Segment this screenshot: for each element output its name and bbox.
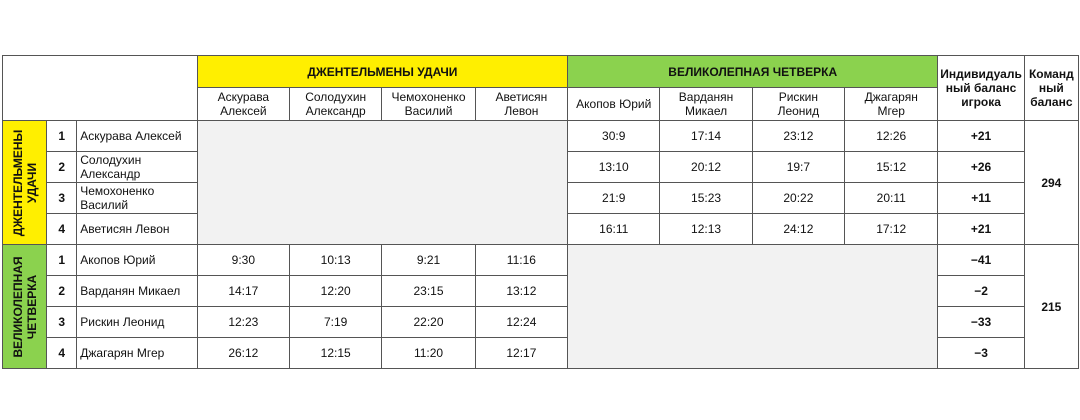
individual-balance: −33 xyxy=(938,307,1024,338)
score-cell: 9:21 xyxy=(382,245,475,276)
column-header: Джагарян Мгер xyxy=(845,88,938,121)
team-balance: 215 xyxy=(1024,245,1078,369)
empty-block xyxy=(197,121,567,245)
player-number: 1 xyxy=(47,245,77,276)
column-header: Рискин Леонид xyxy=(752,88,844,121)
individual-balance: +21 xyxy=(938,121,1024,152)
score-cell: 12:26 xyxy=(845,121,938,152)
corner-cell xyxy=(3,56,198,121)
column-header: Солодухин Александр xyxy=(290,88,382,121)
player-name: Солодухин Александр xyxy=(77,152,197,183)
player-number: 4 xyxy=(47,214,77,245)
score-cell: 12:15 xyxy=(290,338,382,369)
team-side-label-1: ДЖЕНТЕЛЬМЕНЫ УДАЧИ xyxy=(3,121,47,245)
score-cell: 26:12 xyxy=(197,338,289,369)
score-cell: 15:12 xyxy=(845,152,938,183)
score-cell: 22:20 xyxy=(382,307,475,338)
player-number: 3 xyxy=(47,307,77,338)
score-cell: 20:11 xyxy=(845,183,938,214)
score-cell: 20:22 xyxy=(752,183,844,214)
score-cell: 15:23 xyxy=(660,183,752,214)
score-cell: 12:23 xyxy=(197,307,289,338)
score-cell: 23:12 xyxy=(752,121,844,152)
team-side-label-2: ВЕЛИКОЛЕПНАЯ ЧЕТВЕРКА xyxy=(3,245,47,369)
table-row xyxy=(3,121,1079,152)
column-header: Варданян Микаел xyxy=(660,88,752,121)
team-balance-header: Команд ный баланс xyxy=(1024,56,1078,121)
score-cell: 21:9 xyxy=(568,183,660,214)
individual-balance: +21 xyxy=(938,214,1024,245)
team-header-1: ДЖЕНТЕЛЬМЕНЫ УДАЧИ xyxy=(197,56,567,88)
empty-block xyxy=(568,245,938,369)
individual-balance: −2 xyxy=(938,276,1024,307)
player-name: Акопов Юрий xyxy=(77,245,197,276)
player-name: Джагарян Мгер xyxy=(77,338,197,369)
individual-balance-header: Индивидуаль ный баланс игрока xyxy=(938,56,1024,121)
score-cell: 10:13 xyxy=(290,245,382,276)
column-header: Аскурава Алексей xyxy=(197,88,289,121)
score-cell: 14:17 xyxy=(197,276,289,307)
score-cell: 16:11 xyxy=(568,214,660,245)
player-number: 3 xyxy=(47,183,77,214)
player-name: Чемохоненко Василий xyxy=(77,183,197,214)
score-cell: 7:19 xyxy=(290,307,382,338)
player-number: 4 xyxy=(47,338,77,369)
column-header: Аветисян Левон xyxy=(475,88,567,121)
score-cell: 11:16 xyxy=(475,245,567,276)
player-number: 2 xyxy=(47,152,77,183)
score-cell: 17:14 xyxy=(660,121,752,152)
score-cell: 11:20 xyxy=(382,338,475,369)
column-header: Чемохоненко Василий xyxy=(382,88,475,121)
player-number: 2 xyxy=(47,276,77,307)
score-cell: 12:13 xyxy=(660,214,752,245)
score-cell: 13:12 xyxy=(475,276,567,307)
results-table xyxy=(2,55,1079,369)
score-cell: 17:12 xyxy=(845,214,938,245)
individual-balance: +11 xyxy=(938,183,1024,214)
score-cell: 24:12 xyxy=(752,214,844,245)
score-cell: 12:17 xyxy=(475,338,567,369)
individual-balance: +26 xyxy=(938,152,1024,183)
score-cell: 9:30 xyxy=(197,245,289,276)
score-cell: 19:7 xyxy=(752,152,844,183)
player-name: Аветисян Левон xyxy=(77,214,197,245)
column-header: Акопов Юрий xyxy=(568,88,660,121)
player-name: Рискин Леонид xyxy=(77,307,197,338)
player-number: 1 xyxy=(47,121,77,152)
individual-balance: −41 xyxy=(938,245,1024,276)
player-name: Аскурава Алексей xyxy=(77,121,197,152)
score-cell: 12:20 xyxy=(290,276,382,307)
score-cell: 12:24 xyxy=(475,307,567,338)
team-balance: 294 xyxy=(1024,121,1078,245)
team-header-2: ВЕЛИКОЛЕПНАЯ ЧЕТВЕРКА xyxy=(568,56,938,88)
individual-balance: −3 xyxy=(938,338,1024,369)
score-cell: 20:12 xyxy=(660,152,752,183)
score-cell: 23:15 xyxy=(382,276,475,307)
score-cell: 13:10 xyxy=(568,152,660,183)
player-name: Варданян Микаел xyxy=(77,276,197,307)
table-row xyxy=(3,245,1079,276)
score-cell: 30:9 xyxy=(568,121,660,152)
header-row-teams xyxy=(3,56,1079,88)
